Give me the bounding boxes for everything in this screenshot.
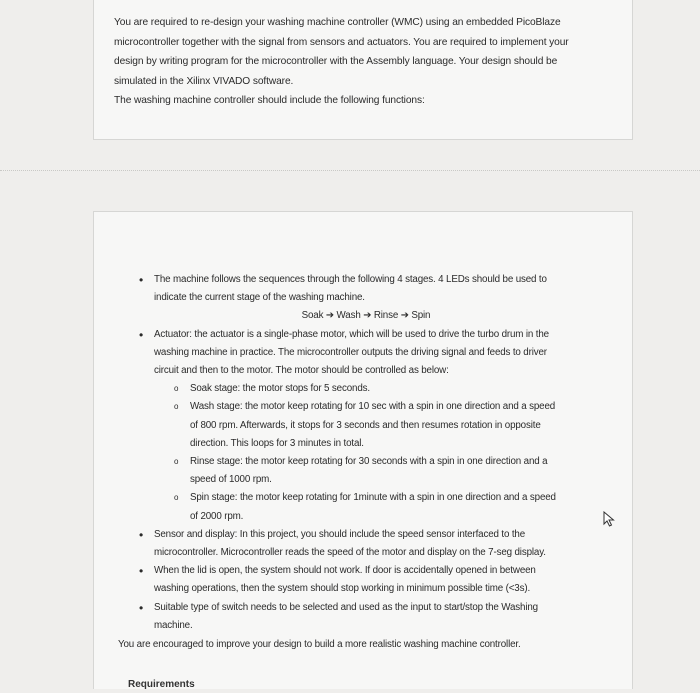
text-line: circuit and then to the motor. The motor should be controlled as below:	[154, 365, 449, 377]
sub-item-spin	[154, 489, 578, 525]
text-line: • The machine follows the sequences through the following 4 stages. 4 LEDs should be used to	[154, 274, 547, 285]
list-item-stages	[118, 271, 578, 326]
intro-line: microcontroller together with the signal from sensors and actuators. You are required to implement your	[114, 36, 569, 48]
text-line: indicate the current stage of the washing machine.	[154, 292, 365, 304]
list-item-switch	[118, 599, 578, 635]
text-line: o Spin stage: the motor keep rotating for 1minute with a spin in one direction and a speed	[190, 492, 556, 504]
sub-item-soak	[154, 380, 578, 398]
text-line: • When the lid is open, the system should not work. If door is accidentally opened in between	[154, 565, 536, 577]
text-line: speed of 1000 rpm.	[190, 474, 272, 486]
functions-list	[118, 271, 578, 654]
sub-item-rinse	[154, 453, 578, 489]
intro-line: You are required to re-design your washing machine controller (WMC) using an embedded PicoBlaze	[114, 17, 561, 28]
intro-line: The washing machine controller should include the following functions:	[114, 95, 425, 106]
intro-line: design by writing program for the microcontroller with the Assembly language. Your design should be	[114, 56, 558, 67]
text-line: o Rinse stage: the motor keep rotating for 30 seconds with a spin in one direction and a	[190, 456, 548, 468]
text-line: • Sensor and display: In this project, you should include the speed sensor interfaced to the	[154, 528, 525, 540]
text-line: • Suitable type of switch needs to be selected and used as the input to start/stop the Washing	[154, 601, 538, 613]
text-line: machine.	[154, 619, 193, 631]
text-line: microcontroller. Microcontroller reads the speed of the motor and display on the 7-seg display.	[154, 547, 546, 559]
intro-paragraph	[114, 13, 574, 111]
closing-sentence: You are encouraged to improve your design to build a more realistic washing machine controller.	[118, 639, 521, 651]
cut-off-heading: Requirements	[128, 679, 195, 690]
intro-line: simulated in the Xilinx VIVADO software.	[114, 75, 294, 87]
motor-stage-list	[154, 380, 578, 526]
text-line: of 800 rpm. Afterwards, it stops for 3 seconds and then resumes rotation in opposite	[190, 419, 541, 431]
list-item-lid	[118, 562, 578, 598]
text-line: washing operations, then the system should stop working in minimum possible time (<3s).	[154, 583, 531, 595]
stage-sequence: Soak ➔ Wash ➔ Rinse ➔ Spin	[301, 310, 431, 322]
list-item-actuator	[118, 326, 578, 526]
mouse-pointer-icon	[603, 511, 617, 527]
text-line: washing machine in practice. The microcontroller outputs the driving signal and feeds to driver	[154, 346, 547, 358]
text-line: of 2000 rpm.	[190, 510, 244, 522]
text-line: • Actuator: the actuator is a single-phase motor, which will be used to drive the turbo drum in the	[154, 328, 549, 340]
text-line: direction. This loops for 3 minutes in total.	[190, 437, 364, 449]
sub-item-wash	[154, 398, 578, 453]
text-line: o Wash stage: the motor keep rotating for 10 sec with a spin in one direction and a speed	[190, 401, 556, 413]
list-item-sensor	[118, 526, 578, 562]
page-divider	[0, 170, 700, 181]
text-line: o Soak stage: the motor stops for 5 seconds.	[190, 383, 370, 395]
